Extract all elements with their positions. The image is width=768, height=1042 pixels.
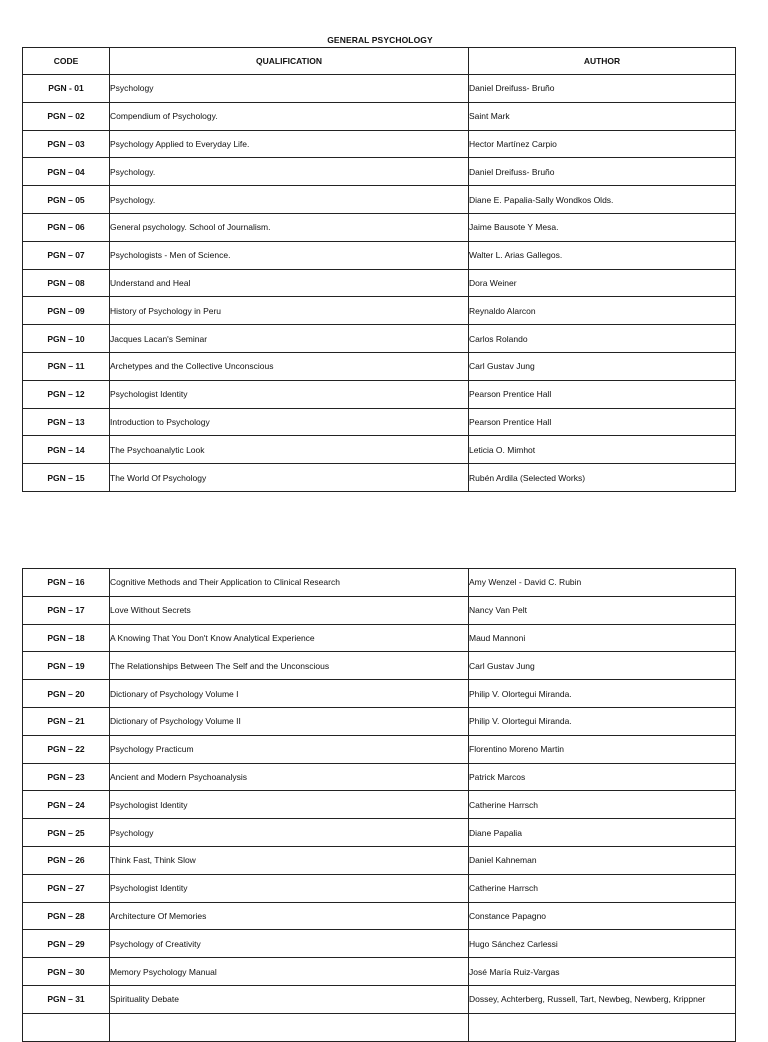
table-row xyxy=(23,735,736,763)
author-cell: Rubén Ardila (Selected Works) xyxy=(469,464,736,492)
author-column-header: AUTHOR xyxy=(469,48,736,75)
qualification-cell: General psychology. School of Journalism. xyxy=(110,213,469,241)
table-row xyxy=(23,436,736,464)
code-cell: PGN – 31 xyxy=(23,985,110,1013)
table-row xyxy=(23,130,736,158)
author-cell xyxy=(469,1013,736,1041)
qualification-cell: Dictionary of Psychology Volume II xyxy=(110,707,469,735)
qualification-cell: Compendium of Psychology. xyxy=(110,102,469,130)
table-row xyxy=(23,624,736,652)
code-cell: PGN – 14 xyxy=(23,436,110,464)
author-cell: Maud Mannoni xyxy=(469,624,736,652)
qualification-cell: Cognitive Methods and Their Application to Clinical Research xyxy=(110,569,469,597)
author-cell: Florentino Moreno Martin xyxy=(469,735,736,763)
table-row xyxy=(23,102,736,130)
code-cell xyxy=(23,1013,110,1041)
author-cell: Philip V. Olortegui Miranda. xyxy=(469,680,736,708)
table-row xyxy=(23,186,736,214)
code-cell: PGN – 27 xyxy=(23,874,110,902)
code-cell: PGN – 17 xyxy=(23,596,110,624)
code-cell: PGN – 04 xyxy=(23,158,110,186)
qualification-cell: Psychology of Creativity xyxy=(110,930,469,958)
qualification-cell: Psychology. xyxy=(110,158,469,186)
author-cell: Hector Martínez Carpio xyxy=(469,130,736,158)
code-cell: PGN – 16 xyxy=(23,569,110,597)
table-row xyxy=(23,930,736,958)
qualification-cell: Psychology. xyxy=(110,186,469,214)
author-cell: Pearson Prentice Hall xyxy=(469,408,736,436)
code-cell: PGN – 30 xyxy=(23,958,110,986)
author-cell: Dora Weiner xyxy=(469,269,736,297)
qualification-column-header: QUALIFICATION xyxy=(110,48,469,75)
table-row xyxy=(23,902,736,930)
qualification-cell: Psychologist Identity xyxy=(110,380,469,408)
qualification-cell: Architecture Of Memories xyxy=(110,902,469,930)
author-cell: Patrick Marcos xyxy=(469,763,736,791)
code-cell: PGN – 11 xyxy=(23,352,110,380)
code-cell: PGN – 26 xyxy=(23,846,110,874)
qualification-cell: Psychologist Identity xyxy=(110,791,469,819)
table-row xyxy=(23,874,736,902)
qualification-cell: Psychology Practicum xyxy=(110,735,469,763)
author-cell: Carl Gustav Jung xyxy=(469,652,736,680)
qualification-cell: The World Of Psychology xyxy=(110,464,469,492)
code-cell: PGN – 07 xyxy=(23,241,110,269)
author-cell: Diane E. Papalia-Sally Wondkos Olds. xyxy=(469,186,736,214)
author-cell: Diane Papalia xyxy=(469,819,736,847)
table-row xyxy=(23,269,736,297)
table-row xyxy=(23,75,736,103)
table-row xyxy=(23,297,736,325)
code-cell: PGN – 15 xyxy=(23,464,110,492)
author-cell: Carlos Rolando xyxy=(469,325,736,353)
table-row xyxy=(23,652,736,680)
code-cell: PGN – 28 xyxy=(23,902,110,930)
qualification-cell: Jacques Lacan's Seminar xyxy=(110,325,469,353)
qualification-cell xyxy=(110,1013,469,1041)
qualification-cell: Introduction to Psychology xyxy=(110,408,469,436)
code-cell: PGN – 29 xyxy=(23,930,110,958)
books-table-2 xyxy=(22,568,736,1042)
code-cell: PGN – 24 xyxy=(23,791,110,819)
author-cell: Amy Wenzel - David C. Rubin xyxy=(469,569,736,597)
code-cell: PGN – 13 xyxy=(23,408,110,436)
table-row xyxy=(23,380,736,408)
table-row xyxy=(23,846,736,874)
qualification-cell: Psychology xyxy=(110,75,469,103)
table-row xyxy=(23,408,736,436)
qualification-cell: Spirituality Debate xyxy=(110,985,469,1013)
code-cell: PGN – 20 xyxy=(23,680,110,708)
code-cell: PGN – 23 xyxy=(23,763,110,791)
qualification-cell: Memory Psychology Manual xyxy=(110,958,469,986)
code-cell: PGN – 19 xyxy=(23,652,110,680)
qualification-cell: The Relationships Between The Self and the Unconscious xyxy=(110,652,469,680)
table-row xyxy=(23,819,736,847)
table-row xyxy=(23,958,736,986)
table-row xyxy=(23,596,736,624)
author-cell: Jaime Bausote Y Mesa. xyxy=(469,213,736,241)
table-row xyxy=(23,213,736,241)
table-row xyxy=(23,680,736,708)
code-cell: PGN – 22 xyxy=(23,735,110,763)
qualification-cell: Ancient and Modern Psychoanalysis xyxy=(110,763,469,791)
author-cell: Pearson Prentice Hall xyxy=(469,380,736,408)
code-cell: PGN – 02 xyxy=(23,102,110,130)
qualification-cell: The Psychoanalytic Look xyxy=(110,436,469,464)
author-cell: Carl Gustav Jung xyxy=(469,352,736,380)
qualification-cell: Love Without Secrets xyxy=(110,596,469,624)
qualification-cell: Psychologists - Men of Science. xyxy=(110,241,469,269)
table-row xyxy=(23,158,736,186)
author-cell: José María Ruiz-Vargas xyxy=(469,958,736,986)
author-cell: Daniel Dreifuss- Bruño xyxy=(469,158,736,186)
author-cell: Dossey, Achterberg, Russell, Tart, Newbeg, Newberg, Krippner xyxy=(469,985,736,1013)
qualification-cell: Psychologist Identity xyxy=(110,874,469,902)
document-title: GENERAL PSYCHOLOGY xyxy=(327,35,433,45)
table-row xyxy=(23,352,736,380)
code-cell: PGN – 06 xyxy=(23,213,110,241)
table-row xyxy=(23,241,736,269)
code-cell: PGN – 12 xyxy=(23,380,110,408)
code-column-header: CODE xyxy=(23,48,110,75)
table-row xyxy=(23,464,736,492)
qualification-cell: Understand and Heal xyxy=(110,269,469,297)
table-row xyxy=(23,1013,736,1041)
qualification-cell: A Knowing That You Don't Know Analytical Experience xyxy=(110,624,469,652)
author-cell: Catherine Harrsch xyxy=(469,874,736,902)
author-cell: Hugo Sánchez Carlessi xyxy=(469,930,736,958)
table-row xyxy=(23,707,736,735)
code-cell: PGN – 21 xyxy=(23,707,110,735)
code-cell: PGN – 09 xyxy=(23,297,110,325)
author-cell: Saint Mark xyxy=(469,102,736,130)
author-cell: Catherine Harrsch xyxy=(469,791,736,819)
qualification-cell: Psychology Applied to Everyday Life. xyxy=(110,130,469,158)
books-table-1 xyxy=(22,47,736,492)
author-cell: Walter L. Arias Gallegos. xyxy=(469,241,736,269)
qualification-cell: Psychology xyxy=(110,819,469,847)
qualification-cell: Archetypes and the Collective Unconscious xyxy=(110,352,469,380)
qualification-cell: Think Fast, Think Slow xyxy=(110,846,469,874)
code-cell: PGN – 18 xyxy=(23,624,110,652)
qualification-cell: Dictionary of Psychology Volume I xyxy=(110,680,469,708)
author-cell: Daniel Kahneman xyxy=(469,846,736,874)
code-cell: PGN – 05 xyxy=(23,186,110,214)
author-cell: Philip V. Olortegui Miranda. xyxy=(469,707,736,735)
author-cell: Reynaldo Alarcon xyxy=(469,297,736,325)
code-cell: PGN – 03 xyxy=(23,130,110,158)
code-cell: PGN - 01 xyxy=(23,75,110,103)
code-cell: PGN – 10 xyxy=(23,325,110,353)
qualification-cell: History of Psychology in Peru xyxy=(110,297,469,325)
code-cell: PGN – 08 xyxy=(23,269,110,297)
author-cell: Daniel Dreifuss- Bruño xyxy=(469,75,736,103)
code-cell: PGN – 25 xyxy=(23,819,110,847)
table-row xyxy=(23,569,736,597)
author-cell: Leticia O. Mimhot xyxy=(469,436,736,464)
table-row xyxy=(23,791,736,819)
table-header-row xyxy=(23,48,736,75)
table-row xyxy=(23,985,736,1013)
author-cell: Nancy Van Pelt xyxy=(469,596,736,624)
table-row xyxy=(23,325,736,353)
table-row xyxy=(23,763,736,791)
author-cell: Constance Papagno xyxy=(469,902,736,930)
